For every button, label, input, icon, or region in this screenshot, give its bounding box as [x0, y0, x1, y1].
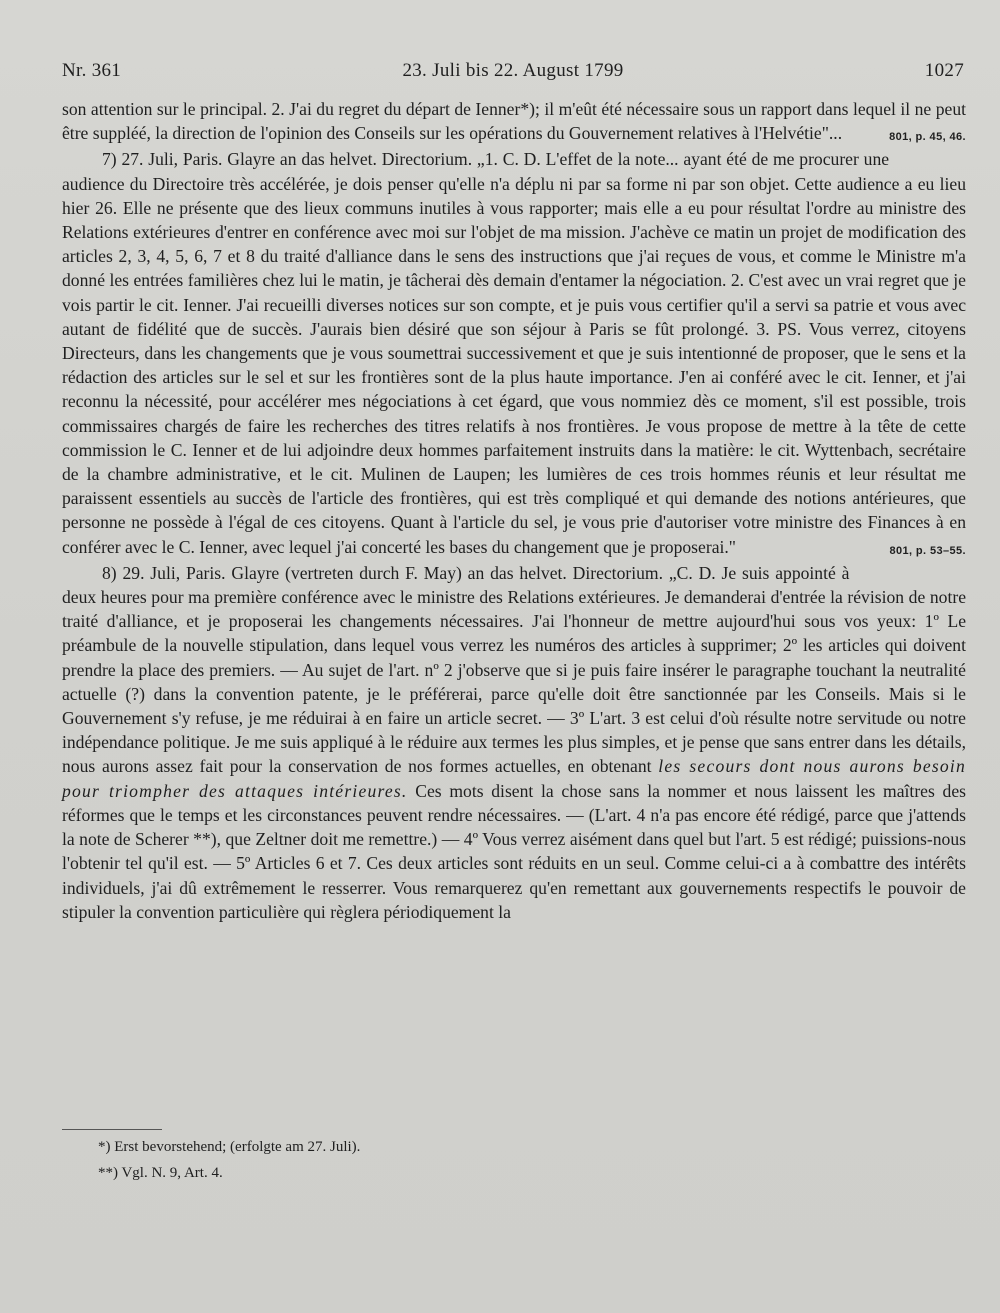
- paragraph-entry-7: [62, 147, 966, 558]
- paragraph-text: 7) 27. Juli, Paris. Glayre an das helvet. Directorium. „1. C. D. L'effet de la note... ayant été de me procurer une audience du Directoire très accélérée, je dois penser qu'elle n'a déplu ni par sa forme ni par son objet. Cette audience a eu lieu hier 26. Elle ne présente que des lieux communs inutiles à vous rapporter; mais elle a eu pour résultat l'ordre au ministre des Relations extérieures d'entrer en conférence avec moi sur l'objet de ma mission. J'achève ce matin un projet de modification des articles 2, 3, 4, 5, 6, 7 et 8 du traité d'alliance dans le sens des instructions que j'ai reçues de vous, et comme le Ministre m'a donné les entrées familières chez lui le matin, je tâcherai dès demain d'entamer la négociation. 2. C'est avec un vrai regret que je vois partir le cit. Ienner. J'ai recueilli diverses notices sur son compte, et je puis vous certifier qu'il a servi sa patrie et vous avec autant de fidélité que de succès. J'aurais bien désiré que son séjour à Paris se fût prolongé. 3. PS. Vous verrez, citoyens Directeurs, dans les changements que je vous soumettrai successivement et que je suis intentionné de proposer, que le sens et la rédaction des articles sur le sel et sur les frontières sont de la plus haute importance. J'en ai conféré avec le cit. Ienner, et j'ai reconnu la nécessité, pour accélérer mes négociations à cet égard, que vous nommiez dès ce moment, s'il est possible, trois commissaires chargés de faire les recherches des titres relatifs à nos frontières. Je vous propose de mettre à la tête de cette commission le C. Ienner et de lui adjoindre deux hommes parfaitement instruits dans la matière: le cit. Wyttenbach, secrétaire de la chambre administrative, et le cit. Mulinen de Laupen; les lumières de ces trois hommes réunis et leur résultat me paraissent essentiels au succès de l'article des frontières, qui est très compliqué et qui demande des notions antérieures, que personne ne possède à l'égal de ces citoyens. Quant à l'article du sel, je vous prie d'autoriser votre ministre des Finances à en conférer avec le C. Ienner, avec lequel j'ai concerté les bases du changement que je proposerai.": [62, 149, 966, 557]
- footnote: *) Erst bevorstehend; (erfolgte am 27. Juli).: [98, 1139, 361, 1155]
- main-text: [62, 97, 966, 924]
- source-reference: 801, p. 45, 46.: [889, 131, 966, 144]
- footnotes: [98, 1134, 360, 1186]
- emphasized-text: les secours dont nous aurons besoin pour triompher des attaques intérieures.: [62, 756, 967, 801]
- source-reference: 801, p. 53–55.: [889, 544, 966, 557]
- date-range-title: 23. Juli bis 22. August 1799: [402, 60, 624, 81]
- paragraph-continuation: [62, 97, 966, 145]
- footnote-separator: [62, 1129, 162, 1130]
- paragraph-text: 8) 29. Juli, Paris. Glayre (vertreten durch F. May) an das helvet. Directorium. „C. D. Je suis appointé à deux heures pour ma première conférence avec le ministre des Relations extérieures. Je demanderai d'entrée la révision de notre traité d'alliance, et je proposerai les changements nécessaires. J'ai l'honneur de mettre aujourd'hui sous vos yeux: 1º Le préambule de la nouvelle stipulation, dans lequel vous verrez les numéros des articles à supprimer; 2º les articles qui doivent prendre la place des premiers. — Au sujet de l'art. nº 2 j'observe que si je puis faire insérer le paragraphe touchant la neutralité actuelle (?) dans la convention patente, je le préférerai, parce qu'elle doit être sanctionnée par les Conseils. Mais si le Gouvernement s'y refuse, je me réduirai à en faire un article secret. — 3º L'art. 3 est celui d'où résulte notre servitude ou notre indépendance politique. Je me suis appliqué à le réduire aux termes les plus simples, et je pense que sans entrer dans les détails, nous aurons assez fait pour la conservation de nos formes actuelles, en obtenant: [62, 562, 966, 777]
- paragraph-entry-8: [62, 561, 966, 924]
- page-number: 1027: [924, 60, 964, 81]
- footnote: **) Vgl. N. 9, Art. 4.: [98, 1165, 223, 1181]
- document-number: Nr. 361: [62, 60, 122, 81]
- paragraph-text: son attention sur le principal. 2. J'ai du regret du départ de Ienner*); il m'eût été nécessaire sous un rapport dans lequel il ne peut être suppléé, la direction de l'opinion des Conseils sur les opérations du Gouvernement relatives à l'Helvétie"...: [62, 99, 966, 144]
- paragraph-text: Ces mots disent la chose sans la nommer et nous laissent les maîtres des réformes que le temps et les circonstances peuvent rendre nécessaires. — (L'art. 4 n'a pas encore été rédigé, parce que j'attends la note de Scherer **), que Zeltner doit me remettre.) — 4º Vous verrez aisément dans quel but l'art. 5 est rédigé; puissions-nous l'obtenir tel qu'il est. — 5º Articles 6 et 7. Ces deux articles sont réduits en un seul. Comme celui-ci a à combattre des intérêts individuels, j'ai dû extrêmement le resserrer. Vous remarquerez qu'en remettant aux gouvernements respectifs le pouvoir de stipuler la convention particulière qui règlera périodiquement la: [62, 780, 966, 922]
- running-header: [62, 60, 964, 86]
